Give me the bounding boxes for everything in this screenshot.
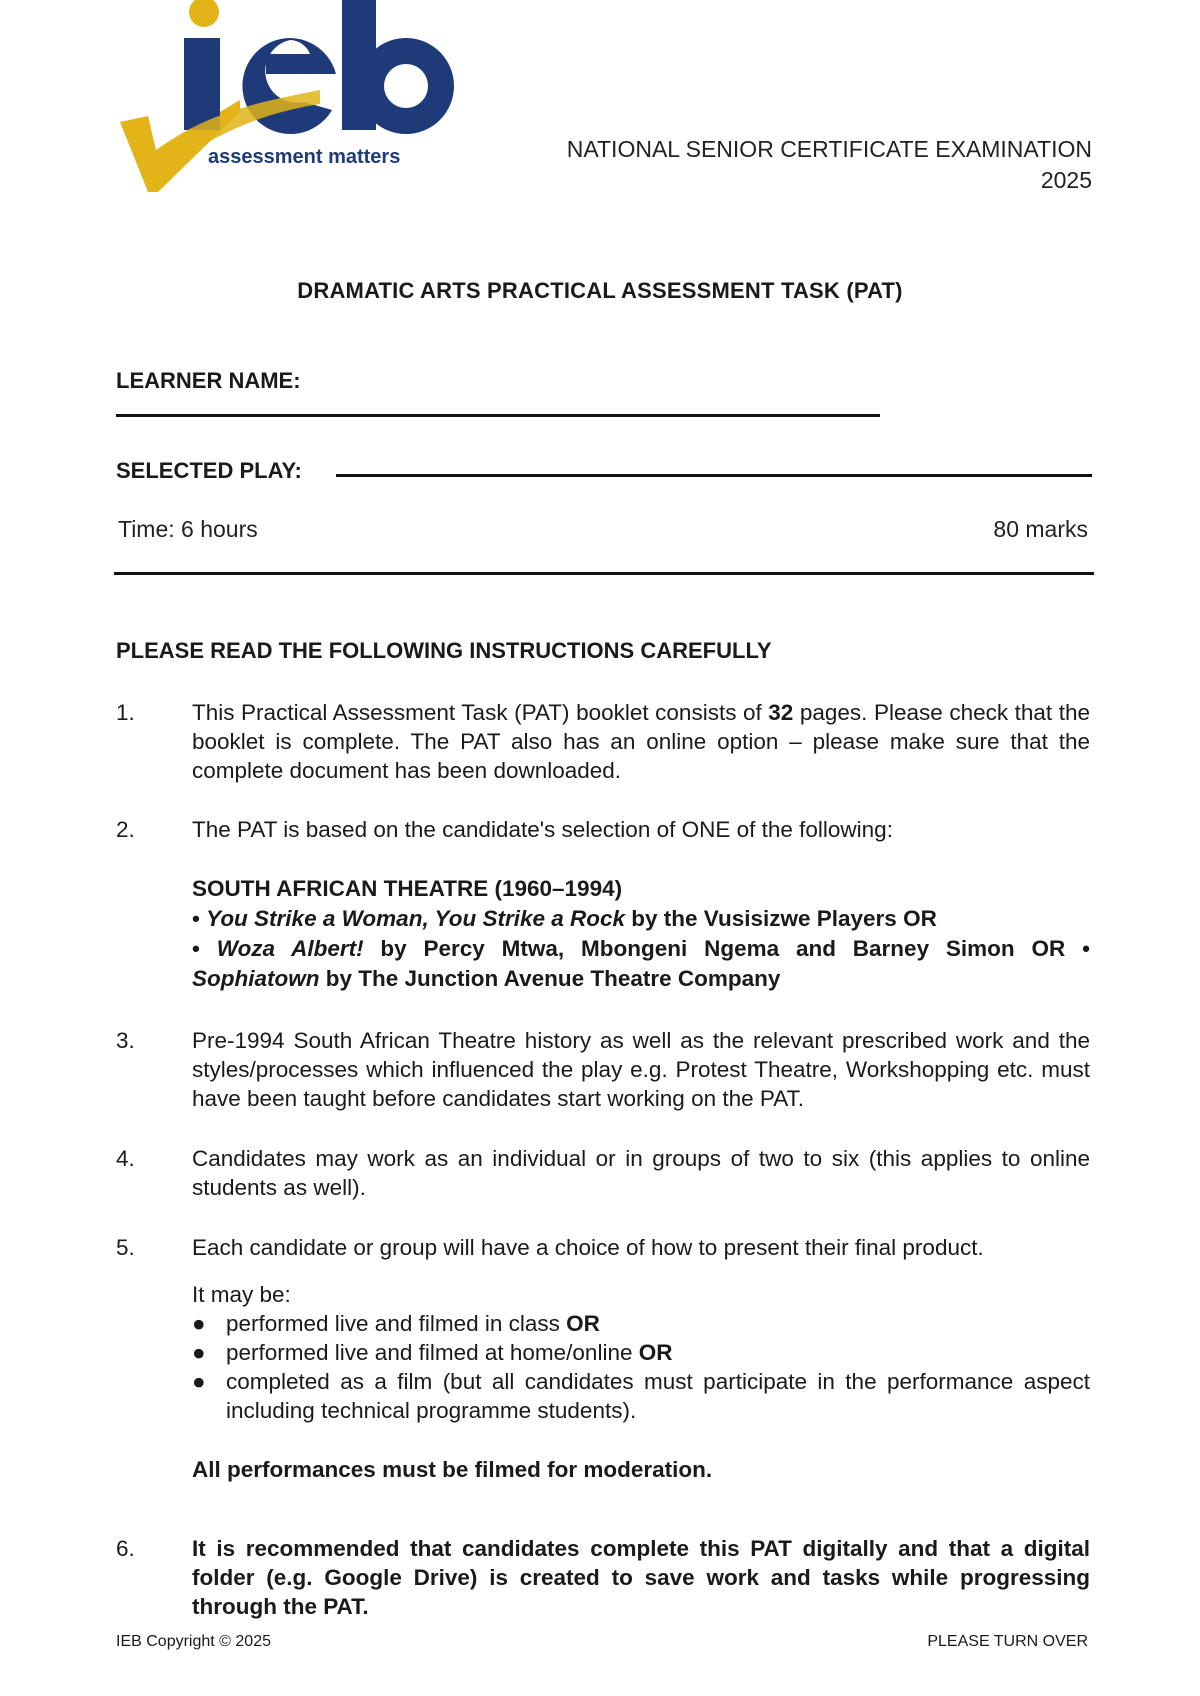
learner-name-line[interactable] [116,414,880,417]
play-option-3-title: Sophiatown [192,966,320,991]
options-intro: It may be: [192,1282,291,1307]
selected-play-label: SELECTED PLAY: [116,458,302,483]
selected-play-line[interactable] [336,474,1092,477]
play-option-1: • You Strike a Woman, You Strike a Rock by the Vusisizwe Players OR [192,906,937,931]
play-option-2: • Woza Albert! by Percy Mtwa, Mbongeni Ngema and Barney Simon OR • Sophiatown by The Junction Avenue Theatre Company [192,936,1090,991]
option-item: ● performed live and filmed in class OR [192,1311,600,1336]
option-item: ● completed as a film (but all candidates must participate in the performance aspect including technical programme students). [192,1369,1090,1423]
filming-note: All performances must be filmed for moderation. [192,1457,713,1482]
instruction-number: 1. [116,700,135,725]
time-allowed: Time: 6 hours [118,516,258,542]
presentation-options [192,1309,1090,1425]
footer-copyright: IEB Copyright © 2025 [116,1633,271,1650]
play-options [192,874,1090,994]
instructions-heading: PLEASE READ THE FOLLOWING INSTRUCTIONS CAREFULLY [116,638,772,663]
section-heading: SOUTH AFRICAN THEATRE (1960–1994) [192,876,623,901]
header-divider [114,572,1094,575]
ieb-logo [120,0,460,210]
instruction-1: 1. This Practical Assessment Task (PAT) booklet consists of 32 pages. Please check that the booklet is complete. The PAT also has an online option – please make sure that the complete document has been downloaded. [116,700,1090,783]
instruction-number: 5. [116,1235,135,1260]
option-item: ● performed live and filmed at home/online OR [192,1340,673,1365]
instruction-3: 3. Pre-1994 South African Theatre history as well as the relevant prescribed work and the styles/processes which influenced the play e.g. Protest Theatre, Workshopping etc. must have been taught before candidates start working on the PAT. [116,1028,1090,1111]
instruction-5: 5. Each candidate or group will have a choice of how to present their final product. It may be: ● performed live and filmed in class OR ● performed live and filmed at home/online OR ● completed as a film (but all candidates must participate in the performance aspect including technical programme students). All performances must be filmed for moderation. [116,1235,1090,1482]
instruction-number: 3. [116,1028,135,1053]
page-count: 32 [768,700,794,725]
logo-tagline: assessment matters [208,146,401,168]
instruction-number: 4. [116,1146,135,1171]
total-marks: 80 marks [993,516,1088,542]
exam-year: 2025 [1040,167,1092,193]
instruction-6: 6. It is recommended that candidates complete this PAT digitally and that a digital folder (e.g. Google Drive) is created to save work and tasks while progressing through the PAT. [116,1536,1090,1619]
instruction-2: 2. The PAT is based on the candidate's selection of ONE of the following: SOUTH AFRICAN THEATRE (1960–1994) • You Strike a Woman, You Strike a Rock by the Vusisizwe Players OR • Woza Albert! by Percy Mtwa, Mbongeni Ngema and Barney Simon OR • Sophiatown by The Junction Avenue Theatre Company [116,815,1090,994]
exam-title: NATIONAL SENIOR CERTIFICATE EXAMINATION [566,136,1092,162]
learner-name-label: LEARNER NAME: [116,368,301,393]
time-marks-row [118,516,1088,543]
instruction-4: 4. Candidates may work as an individual or in groups of two to six (this applies to online students as well). [116,1146,1090,1200]
document-title: DRAMATIC ARTS PRACTICAL ASSESSMENT TASK (PAT) [297,278,903,303]
footer-turn-over: PLEASE TURN OVER [927,1633,1088,1650]
instruction-number: 6. [116,1536,135,1561]
instruction-number: 2. [116,817,135,842]
exam-header [567,134,1092,196]
